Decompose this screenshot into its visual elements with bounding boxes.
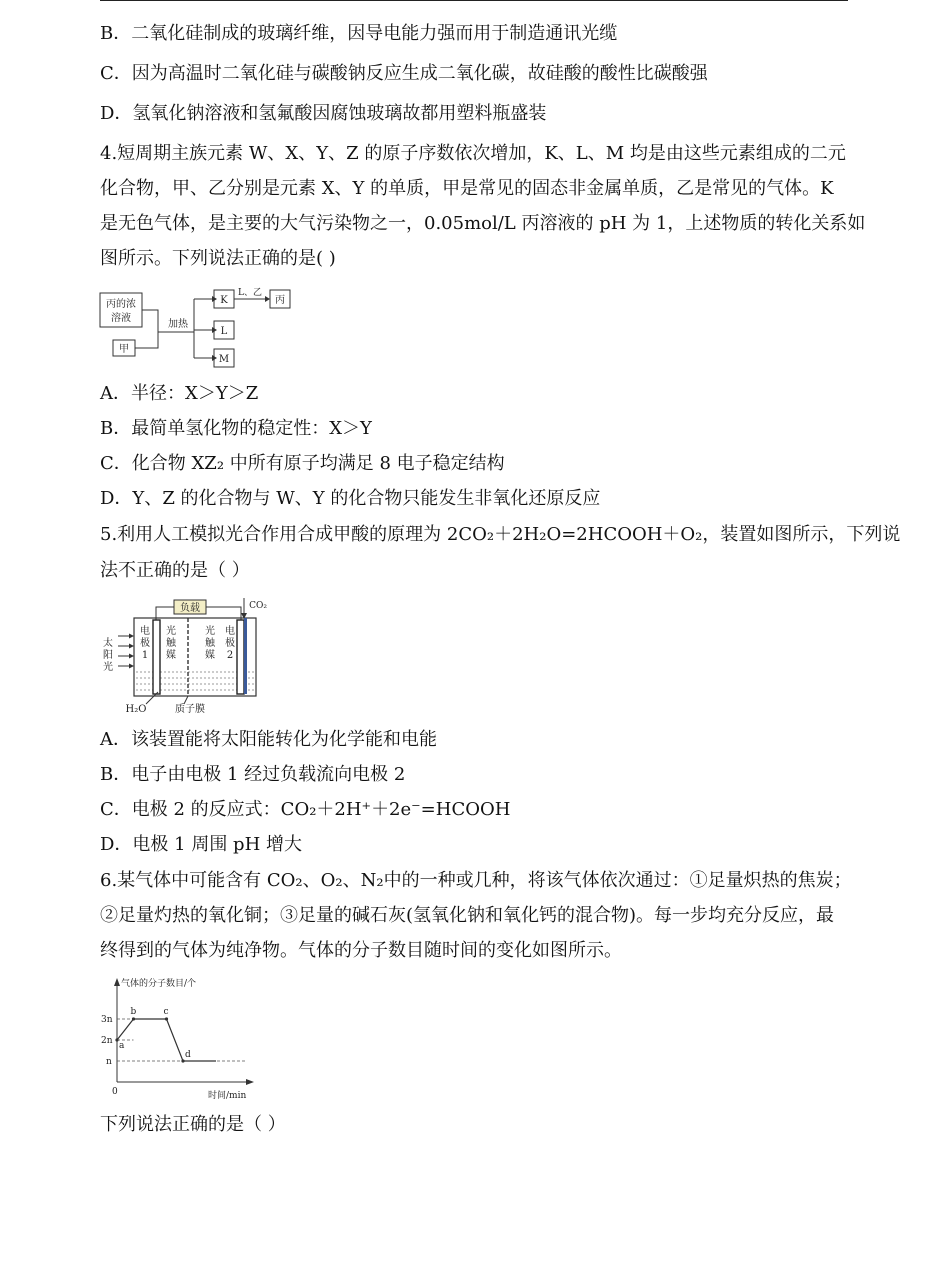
q4-option-a: A．半径：X＞Y＞Z — [100, 383, 259, 404]
q6-stem-line-3: 终得到的气体为纯净物。气体的分子数目随时间的变化如图所示。 — [100, 940, 622, 961]
q4-stem-line-2: 化合物，甲、乙分别是元素 X、Y 的单质，甲是常见的固态非金属单质，乙是常见的气体。K — [100, 178, 834, 199]
q3-option-c: C．因为高温时二氧化硅与碳酸钠反应生成二氧化碳，故硅酸的酸性比碳酸强 — [100, 63, 708, 84]
label-sun-b: 阳 — [103, 650, 113, 661]
label-electrode1-b: 极 — [140, 638, 150, 649]
q4-option-b: B．最简单氢化物的稳定性：X＞Y — [100, 418, 372, 439]
q5-cell-diagram — [98, 596, 274, 718]
label-heat: 加热 — [168, 319, 188, 330]
q6-question: 下列说法正确的是（ ） — [100, 1114, 286, 1135]
point-label-b: b — [130, 1007, 137, 1017]
label-photocat2-a: 光 — [205, 626, 215, 637]
top-rule — [100, 0, 848, 1]
label-photocat1-c: 媒 — [166, 650, 176, 661]
point-label-c: c — [163, 1007, 169, 1017]
label-arrow-condition: L、乙 — [238, 288, 262, 298]
y-tick-n: n — [106, 1057, 112, 1067]
label-photocat1-a: 光 — [166, 626, 176, 637]
q5-option-d: D．电极 1 周围 pH 增大 — [100, 834, 302, 855]
label-sun-c: 光 — [103, 662, 113, 673]
label-electrode2-b: 极 — [225, 638, 235, 649]
series-line — [117, 1019, 216, 1061]
q5-stem-line-1: 5.利用人工模拟光合作用合成甲酸的原理为 2CO₂＋2H₂O=2HCOOH＋O₂，装置如图所示，下列说 — [100, 524, 901, 545]
label-load: 负载 — [180, 603, 200, 614]
q5-stem-line-2: 法不正确的是（ ） — [100, 560, 250, 581]
label-h2o: H₂O — [125, 704, 147, 715]
q4-flow-diagram — [98, 284, 298, 372]
label-m: M — [218, 354, 230, 365]
y-tick-3n: 3n — [101, 1015, 113, 1025]
electrode-2 — [237, 620, 244, 694]
chart-origin: 0 — [112, 1087, 118, 1097]
label-membrane: 质子膜 — [175, 704, 205, 715]
q5-option-b: B．电子由电极 1 经过负载流向电极 2 — [100, 764, 406, 785]
label-conc-line1: 丙的浓 — [106, 299, 136, 310]
label-photocat2-c: 媒 — [205, 650, 215, 661]
q4-stem-line-1: 4.短周期主族元素 W、X、Y、Z 的原子序数依次增加，K、L、M 均是由这些元素组成的二元 — [100, 143, 846, 164]
q6-stem-line-2: ②足量灼热的氧化铜；③足量的碱石灰(氢氧化钠和氧化钙的混合物)。每一步均充分反应，最 — [100, 905, 835, 926]
chart-xlabel: 时间/min — [208, 1091, 247, 1101]
label-electrode2-c: 2 — [226, 650, 234, 661]
q6-stem-line-1: 6.某气体中可能含有 CO₂、O₂、N₂中的一种或几种，将该气体依次通过：①足量炽热的焦炭； — [100, 870, 852, 891]
point-b — [132, 1017, 135, 1020]
q5-option-a: A．该装置能将太阳能转化为化学能和电能 — [100, 729, 437, 750]
q4-option-d: D．Y、Z 的化合物与 W、Y 的化合物只能发生非氧化还原反应 — [100, 488, 601, 509]
label-co2: CO₂ — [249, 601, 267, 611]
point-label-a: a — [119, 1041, 125, 1051]
chart-ylabel: 气体的分子数目/个 — [121, 979, 197, 989]
label-bing: 丙 — [275, 295, 285, 306]
label-electrode1-c: 1 — [141, 650, 149, 661]
co2-tube — [244, 618, 247, 694]
electrode-1 — [153, 620, 160, 694]
q4-stem-line-3: 是无色气体，是主要的大气污染物之一，0.05mol/L 丙溶液的 pH 为 1，上述物质的转化关系如 — [100, 213, 866, 234]
q3-option-d: D．氢氧化钠溶液和氢氟酸因腐蚀玻璃故都用塑料瓶盛装 — [100, 103, 547, 124]
q3-option-b: B．二氧化硅制成的玻璃纤维，因导电能力强而用于制造通讯光缆 — [100, 23, 618, 44]
point-c — [165, 1017, 168, 1020]
q5-option-c: C．电极 2 的反应式：CO₂＋2H⁺＋2e⁻=HCOOH — [100, 799, 511, 820]
label-electrode1-a: 电 — [140, 626, 150, 637]
y-tick-2n: 2n — [101, 1036, 113, 1046]
label-k: K — [220, 295, 228, 306]
label-photocat2-b: 触 — [205, 638, 215, 649]
q6-molecule-chart — [98, 972, 258, 1104]
point-label-d: d — [185, 1050, 191, 1060]
q4-stem-line-4: 图所示。下列说法正确的是( ) — [100, 248, 336, 269]
label-sun-a: 太 — [103, 638, 113, 649]
label-l: L — [220, 326, 228, 337]
label-electrode2-a: 电 — [225, 626, 235, 637]
label-conc-line2: 溶液 — [111, 313, 131, 324]
label-photocat1-b: 触 — [166, 638, 176, 649]
q4-option-c: C．化合物 XZ₂ 中所有原子均满足 8 电子稳定结构 — [100, 453, 505, 474]
label-jia: 甲 — [119, 344, 129, 355]
